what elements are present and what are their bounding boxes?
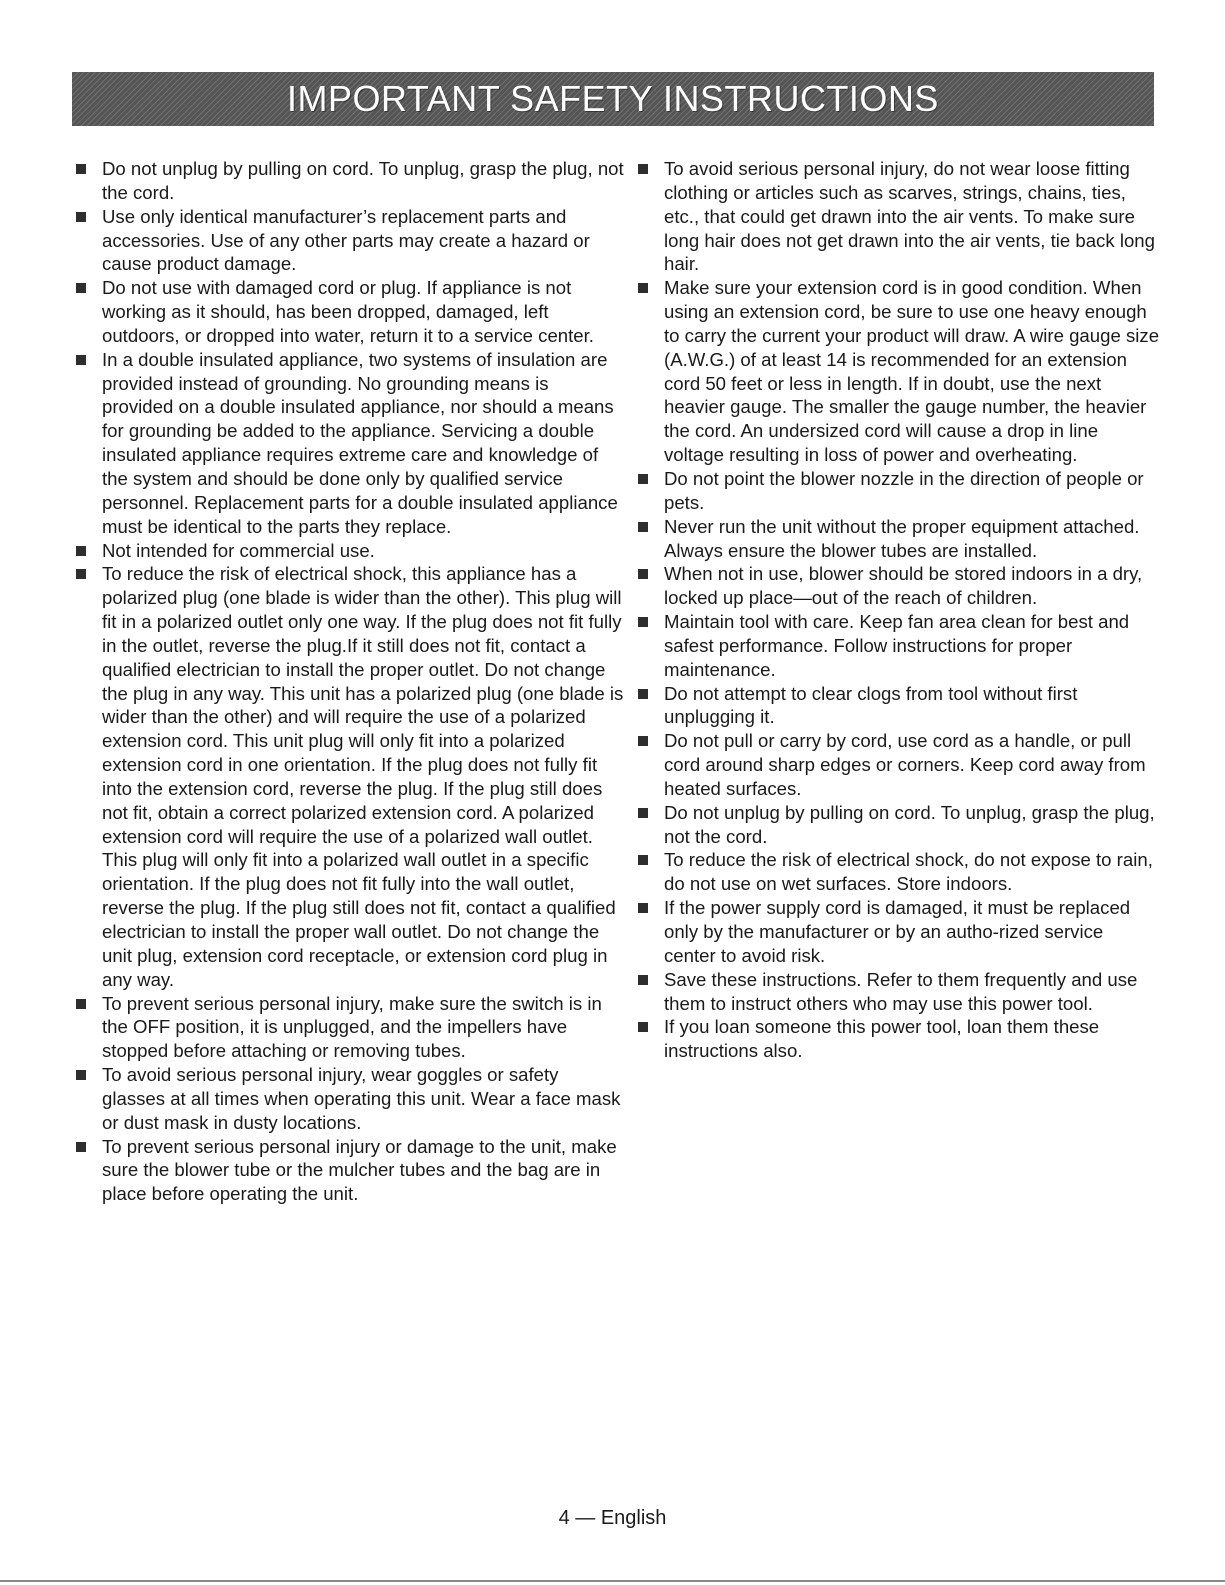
list-item (638, 1015, 1160, 1063)
square-bullet-icon (638, 522, 648, 532)
list-item (638, 896, 1160, 968)
list-item-text: Make sure your extension cord is in good condition. When using an extension cord, be sure to use one heavy enough to carry the current your product will draw. A wire gauge size (A.W.G.) of at least 14 is recommended for an extension cord 50 feet or less in length. If in doubt, use the next heavier gauge. The smaller the gauge number, the heavier the cord. An undersized cord will cause a drop in line voltage resulting in loss of power and overheating. (664, 277, 1160, 466)
list-item (638, 610, 1160, 682)
square-bullet-icon (76, 569, 86, 579)
list-item-text: To reduce the risk of electrical shock, do not expose to rain, do not use on wet surfaces. Store indoors. (664, 849, 1153, 895)
square-bullet-icon (638, 736, 648, 746)
square-bullet-icon (638, 474, 648, 484)
square-bullet-icon (76, 1142, 86, 1152)
list-item-text: When not in use, blower should be stored indoors in a dry, locked up place—out of the reach of children. (664, 563, 1143, 609)
list-item-text: To prevent serious personal injury, make sure the switch is in the OFF position, it is unplugged, and the impellers have stopped before attaching or removing tubes. (102, 992, 602, 1062)
list-item-text: Maintain tool with care. Keep fan area clean for best and safest performance. Follow instructions for proper maintenance. (664, 611, 1130, 680)
page-title: IMPORTANT SAFETY INSTRUCTIONS (287, 78, 939, 119)
list-item (76, 205, 624, 277)
list-item (638, 801, 1160, 849)
list-item-text: In a double insulated appliance, two systems of insulation are provided instead of grounding. No grounding means is provided on a double insulated appliance, nor should a means for grounding be added to the appliance. Servicing a double insulated appliance requires extreme care and knowledge of the system and should be done only by qualified service personnel. Replacement parts for a double insulated appliance must be identical to the parts they replace. (102, 348, 618, 537)
list-item (638, 276, 1160, 467)
square-bullet-icon (76, 212, 86, 222)
square-bullet-icon (638, 569, 648, 579)
square-bullet-icon (638, 617, 648, 627)
list-item (76, 992, 624, 1064)
bottom-divider (0, 1580, 1225, 1582)
list-item-text: Do not attempt to clear clogs from tool without first unplugging it. (664, 682, 1078, 728)
list-item (76, 1063, 624, 1135)
list-item (638, 968, 1160, 1016)
list-item-text: Save these instructions. Refer to them frequently and use them to instruct others who may use this power tool. (664, 968, 1138, 1014)
list-item-text: If the power supply cord is damaged, it must be replaced only by the manufacturer or by an autho-rized service center to avoid risk. (664, 897, 1131, 966)
left-column (76, 157, 624, 1206)
list-item-text: Do not pull or carry by cord, use cord as a handle, or pull cord around sharp edges or corners. Keep cord away from heated surfaces. (664, 730, 1146, 799)
square-bullet-icon (638, 689, 648, 699)
square-bullet-icon (638, 975, 648, 985)
square-bullet-icon (76, 546, 86, 556)
square-bullet-icon (638, 808, 648, 818)
square-bullet-icon (76, 1070, 86, 1080)
list-item (76, 1135, 624, 1207)
list-item (638, 682, 1160, 730)
list-item-text: Never run the unit without the proper equipment attached. Always ensure the blower tubes are installed. (664, 515, 1140, 561)
list-item-text: To avoid serious personal injury, wear goggles or safety glasses at all times when operating this unit. Wear a face mask or dust mask in dusty locations. (102, 1064, 621, 1133)
square-bullet-icon (638, 903, 648, 913)
list-item-text: Do not point the blower nozzle in the direction of people or pets. (664, 467, 1144, 513)
list-item (638, 157, 1160, 276)
list-item (76, 539, 624, 563)
section-header-banner (72, 72, 1154, 126)
list-item-text: Do not unplug by pulling on cord. To unplug, grasp the plug, not the cord. (664, 801, 1155, 847)
page-footer: 4 — English (558, 1507, 667, 1529)
list-item-text: Use only identical manufacturer’s replacement parts and accessories. Use of any other parts may create a hazard or cause product damage. (102, 205, 590, 275)
list-item-text: Do not use with damaged cord or plug. If appliance is not working as it should, has been dropped, damaged, left outdoors, or dropped into water, return it to a service center. (102, 277, 594, 346)
right-column (638, 157, 1160, 1063)
list-item (76, 276, 624, 348)
list-item (76, 348, 624, 539)
square-bullet-icon (638, 1022, 648, 1032)
list-item (638, 515, 1160, 563)
square-bullet-icon (638, 164, 648, 174)
list-item-text: Not intended for commercial use. (102, 539, 375, 561)
list-item-text: If you loan someone this power tool, loan them these instructions also. (664, 1016, 1100, 1062)
list-item-text: Do not unplug by pulling on cord. To unplug, grasp the plug, not the cord. (102, 158, 624, 203)
list-item-text: To avoid serious personal injury, do not wear loose fitting clothing or articles such as scarves, strings, chains, ties, etc., that could get drawn into the air vents. To make sure long hair does not get drawn into the air vents, tie back long hair. (664, 158, 1155, 275)
square-bullet-icon (76, 164, 86, 174)
square-bullet-icon (76, 283, 86, 293)
list-item (638, 467, 1160, 515)
list-item-text: To reduce the risk of electrical shock, this appliance has a polarized plug (one blade is wider than the other). This plug will fit in a polarized outlet only one way. If the plug does not fit fully in the outlet, reverse the plug.If it still does not fit, contact a qualified electrician to install the proper outlet. Do not change the plug in any way. This unit has a polarized plug (one blade is wider than the other) and will require the use of a polarized extension cord. This unit plug will only fit into a polarized extension cord in one orientation. If the plug does not fully fit into the extension cord, reverse the plug. If the plug still does not fit, obtain a correct polarized extension cord. A polarized extension cord will require the use of a polarized wall outlet. This plug will only fit into a polarized wall outlet in a specific orientation. If the plug does not fit fully into the wall outlet, reverse the plug. If the plug still does not fit, contact a qualified electrician to install the proper wall outlet. Do not change the unit plug, extension cord receptacle, or extension cord plug in any way. (102, 563, 624, 990)
square-bullet-icon (638, 283, 648, 293)
square-bullet-icon (638, 855, 648, 865)
list-item (76, 562, 624, 991)
list-item (638, 729, 1160, 801)
list-item (638, 562, 1160, 610)
square-bullet-icon (76, 999, 86, 1009)
list-item (638, 848, 1160, 896)
square-bullet-icon (76, 355, 86, 365)
list-item (76, 157, 624, 205)
list-item-text: To prevent serious personal injury or damage to the unit, make sure the blower tube or the mulcher tubes and the bag are in place before operating the unit. (102, 1135, 617, 1205)
